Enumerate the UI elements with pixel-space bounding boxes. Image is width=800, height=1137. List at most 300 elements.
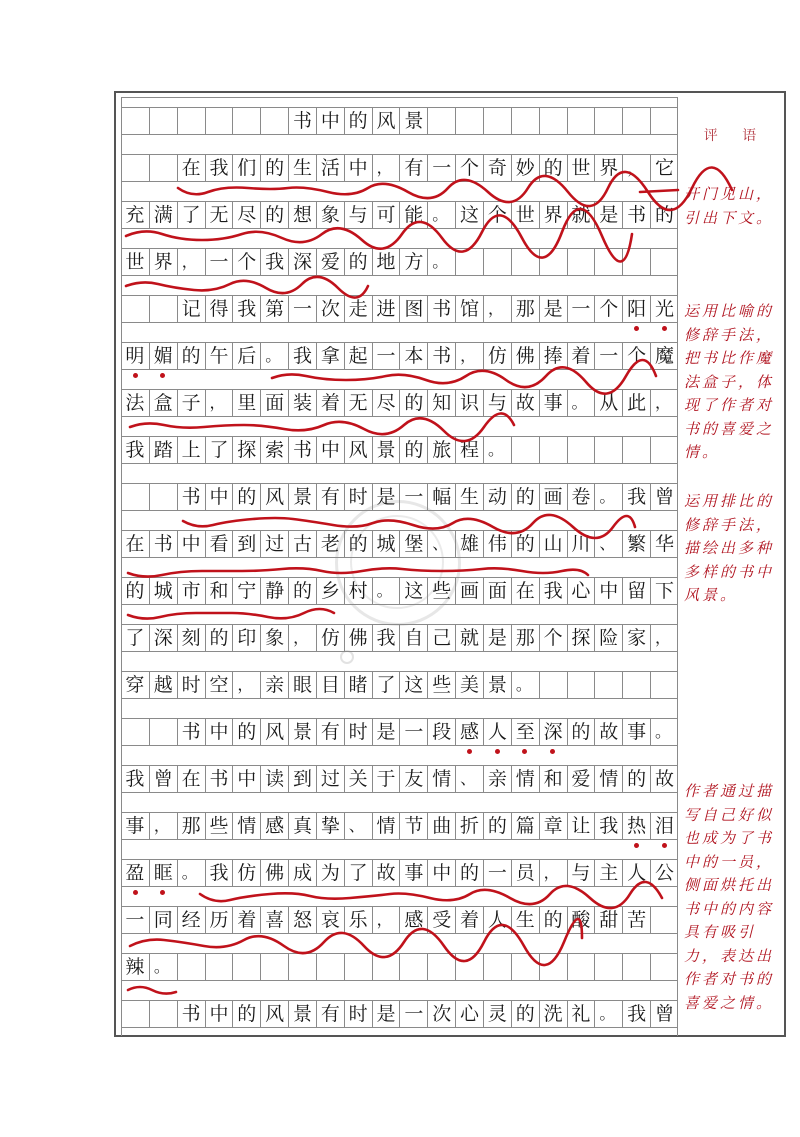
grid-cell: 员 (511, 860, 539, 886)
grid-cell: 受 (427, 907, 455, 933)
grid-cell: 中 (177, 531, 205, 557)
text-row (121, 295, 678, 323)
grid-cell: 一 (399, 1001, 427, 1027)
grid-cell: 界 (149, 249, 177, 275)
grid-cell: 人 (622, 860, 650, 886)
grid-cell: 老 (316, 531, 344, 557)
grid-cell: 是 (483, 625, 511, 651)
grid-cell (650, 672, 678, 698)
grid-cell: 过 (260, 531, 288, 557)
grid-cell: 情 (511, 766, 539, 792)
text-row (121, 624, 678, 652)
text-row (121, 671, 678, 699)
grid-cell (567, 672, 595, 698)
grid-cell: 尽 (232, 202, 260, 228)
grid-cell (539, 672, 567, 698)
grid-cell: 象 (260, 625, 288, 651)
grid-cell: 知 (427, 390, 455, 416)
grid-cell (539, 437, 567, 463)
grid-cell: 。 (594, 484, 622, 510)
grid-cell: 我 (372, 625, 400, 651)
grid-cell (149, 484, 177, 510)
grid-cell: 一 (125, 908, 145, 931)
grid-cell: 从 (594, 390, 622, 416)
grid-cell: 、 (455, 766, 483, 792)
grid-cell: 人 (483, 907, 511, 933)
grid-cell: 的 (650, 202, 678, 228)
grid-cell: 的 (232, 719, 260, 745)
grid-cell: 里 (232, 390, 260, 416)
grid-cell: 活 (316, 155, 344, 181)
text-row (121, 1000, 678, 1028)
grid-cell: 想 (288, 202, 316, 228)
grid-cell: 乐 (344, 907, 372, 933)
grid-cell: 世 (511, 202, 539, 228)
grid-cell: 我 (622, 1001, 650, 1027)
grid-cell: ， (232, 672, 260, 698)
grid-cell: 动 (483, 484, 511, 510)
text-row (121, 765, 678, 793)
grid-cell: 的 (205, 625, 233, 651)
grid-cell: 与 (344, 202, 372, 228)
grid-cell: ， (483, 296, 511, 322)
grid-cell: 的 (232, 1001, 260, 1027)
grid-cell: 真 (288, 813, 316, 839)
margin-comment: 运用排比的修辞手法，描绘出多种多样的书中风景。 (684, 492, 775, 604)
grid-cell: 我 (622, 484, 650, 510)
grid-cell: 。 (567, 390, 595, 416)
grid-cell: 景 (288, 1001, 316, 1027)
grid-cell: 中 (316, 437, 344, 463)
grid-cell: 景 (288, 719, 316, 745)
grid-cell: 那 (511, 625, 539, 651)
grid-cell: 的 (399, 437, 427, 463)
grid-cell (594, 108, 622, 134)
grid-cell: 的 (260, 202, 288, 228)
grid-cell: 礼 (567, 1001, 595, 1027)
grid-cell (511, 108, 539, 134)
grid-cell: 主 (594, 860, 622, 886)
grid-cell: ， (650, 625, 678, 651)
grid-cell: 。 (177, 860, 205, 886)
grid-cell: 篇 (511, 813, 539, 839)
grid-cell: 子 (177, 390, 205, 416)
grid-cell: 着 (455, 907, 483, 933)
grid-cell: 的 (567, 719, 595, 745)
grid-cell: 爱 (316, 249, 344, 275)
grid-cell: 我 (232, 296, 260, 322)
grid-cell: 热 (622, 813, 650, 839)
grid-cell: 我 (260, 249, 288, 275)
grid-cell: 印 (232, 625, 260, 651)
grid-cell (316, 954, 344, 980)
grid-cell: 充 (125, 203, 145, 226)
grid-cell: 上 (177, 437, 205, 463)
grid-cell: 明 (125, 344, 145, 367)
grid-cell (511, 249, 539, 275)
grid-cell: 次 (316, 296, 344, 322)
grid-cell (260, 954, 288, 980)
grid-cell: 个 (539, 625, 567, 651)
grid-cell: 目 (316, 672, 344, 698)
margin-comment: 作者通过描写自己好似也成为了书中的一员，侧面烘托出书中的内容具有吸引力，表达出作者对书的喜爱之情。 (684, 782, 775, 1012)
grid-cell (205, 954, 233, 980)
grid-cell: 个 (622, 343, 650, 369)
grid-cell: 卷 (567, 484, 595, 510)
grid-cell: 公 (650, 860, 678, 886)
grid-cell: 中 (427, 860, 455, 886)
grid-cell: 曾 (650, 1001, 678, 1027)
grid-cell: 心 (567, 578, 595, 604)
grid-cell: 川 (567, 531, 595, 557)
grid-cell: 书 (288, 108, 316, 134)
grid-cell: 一 (399, 484, 427, 510)
grid-cell: 。 (372, 578, 400, 604)
text-row (121, 906, 678, 934)
grid-cell: 的 (344, 531, 372, 557)
grid-cell: 着 (567, 343, 595, 369)
grid-cell: 中 (205, 719, 233, 745)
grid-cell: 书 (622, 202, 650, 228)
grid-cell: 市 (177, 578, 205, 604)
grid-cell: 。 (427, 249, 455, 275)
grid-cell: 心 (455, 1001, 483, 1027)
grid-cell: 一 (399, 719, 427, 745)
grid-cell: 就 (567, 202, 595, 228)
grid-cell: 曾 (650, 484, 678, 510)
grid-cell: 、 (427, 531, 455, 557)
grid-cell: 经 (177, 907, 205, 933)
grid-cell: 这 (399, 672, 427, 698)
text-row (121, 436, 678, 464)
grid-cell: 盒 (149, 390, 177, 416)
grid-cell: 装 (288, 390, 316, 416)
grid-cell: 友 (399, 766, 427, 792)
grid-cell (288, 954, 316, 980)
grid-cell: 。 (511, 672, 539, 698)
grid-cell: 时 (344, 719, 372, 745)
grid-cell: 段 (427, 719, 455, 745)
grid-cell: 情 (594, 766, 622, 792)
grid-cell: 辣 (125, 955, 145, 978)
grid-cell (121, 108, 149, 134)
grid-cell: 情 (232, 813, 260, 839)
grid-cell: 进 (372, 296, 400, 322)
grid-cell (121, 719, 149, 745)
grid-cell: 折 (455, 813, 483, 839)
grid-cell: 己 (427, 625, 455, 651)
grid-cell: 古 (288, 531, 316, 557)
grid-cell: 记 (177, 296, 205, 322)
grid-cell: 故 (372, 860, 400, 886)
text-row (121, 859, 678, 887)
grid-cell: 了 (344, 860, 372, 886)
text-row (121, 389, 678, 417)
grid-cell: 踏 (149, 437, 177, 463)
grid-cell: 的 (511, 1001, 539, 1027)
grid-cell: 城 (149, 578, 177, 604)
grid-cell: 一 (205, 249, 233, 275)
grid-cell: 于 (372, 766, 400, 792)
grid-cell: 媚 (149, 343, 177, 369)
emphasis-dot-icon (634, 843, 639, 848)
grid-cell: 仿 (232, 860, 260, 886)
grid-cell: 界 (539, 202, 567, 228)
grid-cell: 的 (511, 531, 539, 557)
grid-cell: ， (622, 155, 650, 181)
watermark-stamp-icon (335, 500, 461, 626)
text-row (121, 201, 678, 229)
grid-cell: 的 (483, 813, 511, 839)
grid-cell: 风 (260, 1001, 288, 1027)
grid-cell: ， (650, 390, 678, 416)
grid-cell: 得 (205, 296, 233, 322)
grid-cell: 画 (539, 484, 567, 510)
grid-cell (483, 954, 511, 980)
grid-cell: 们 (232, 155, 260, 181)
grid-cell (539, 108, 567, 134)
emphasis-dot-icon (662, 326, 667, 331)
grid-cell: 中 (594, 578, 622, 604)
grid-cell: 与 (567, 860, 595, 886)
grid-cell: 书 (177, 719, 205, 745)
margin-comment: 开门见山，引出下文。 (684, 185, 775, 227)
grid-cell: 的 (125, 579, 145, 602)
grid-cell (567, 249, 595, 275)
grid-cell (622, 108, 650, 134)
grid-cell (622, 672, 650, 698)
grid-cell: 书 (205, 766, 233, 792)
text-row (121, 953, 678, 981)
grid-cell (650, 437, 678, 463)
grid-cell (372, 954, 400, 980)
grid-cell: 世 (125, 250, 145, 273)
grid-cell: 爱 (567, 766, 595, 792)
grid-cell: 馆 (455, 296, 483, 322)
grid-cell: ， (149, 813, 177, 839)
grid-cell: 是 (539, 296, 567, 322)
grid-cell: 曾 (149, 766, 177, 792)
grid-cell: 在 (511, 578, 539, 604)
grid-cell: 有 (316, 484, 344, 510)
grid-cell: ， (372, 155, 400, 181)
grid-cell: 节 (399, 813, 427, 839)
grid-cell: 深 (539, 719, 567, 745)
grid-cell: 酸 (567, 907, 595, 933)
grid-cell: 了 (125, 626, 145, 649)
text-row (121, 718, 678, 746)
grid-cell: 同 (149, 907, 177, 933)
grid-cell: 历 (205, 907, 233, 933)
grid-cell: 佛 (260, 860, 288, 886)
grid-cell (567, 954, 595, 980)
grid-cell: 妙 (511, 155, 539, 181)
grid-cell: 一 (594, 343, 622, 369)
grid-cell: 的 (177, 343, 205, 369)
grid-cell: 、 (344, 813, 372, 839)
grid-cell: 仿 (483, 343, 511, 369)
grid-cell: 一 (427, 155, 455, 181)
text-row (121, 154, 678, 182)
grid-cell: 空 (205, 672, 233, 698)
grid-cell: 时 (344, 1001, 372, 1027)
grid-cell: 风 (344, 437, 372, 463)
grid-cell: 的 (232, 484, 260, 510)
emphasis-dot-icon (467, 749, 472, 754)
grid-cell: 到 (232, 531, 260, 557)
grid-cell: 我 (288, 343, 316, 369)
grid-cell (650, 907, 678, 933)
grid-cell: 中 (205, 484, 233, 510)
grid-cell: 这 (399, 578, 427, 604)
grid-cell: 哀 (316, 907, 344, 933)
grid-cell: 可 (372, 202, 400, 228)
grid-cell: 一 (567, 296, 595, 322)
grid-cell: 地 (372, 249, 400, 275)
grid-cell: 奇 (483, 155, 511, 181)
grid-cell: 的 (260, 155, 288, 181)
grid-cell: 是 (594, 202, 622, 228)
grid-cell: 佛 (511, 343, 539, 369)
grid-cell: 感 (260, 813, 288, 839)
grid-cell: 我 (205, 860, 233, 886)
grid-cell: 一 (483, 860, 511, 886)
grid-cell: 的 (539, 155, 567, 181)
grid-cell: 个 (483, 202, 511, 228)
grid-cell: 些 (427, 578, 455, 604)
grid-cell: ， (455, 343, 483, 369)
grid-cell: 个 (232, 249, 260, 275)
grid-cell: 画 (455, 578, 483, 604)
grid-cell (427, 108, 455, 134)
grid-cell: 我 (594, 813, 622, 839)
grid-cell: 的 (344, 249, 372, 275)
grid-cell: 中 (316, 108, 344, 134)
grid-cell: ， (205, 390, 233, 416)
grid-cell: 些 (205, 813, 233, 839)
grid-cell: 满 (149, 202, 177, 228)
grid-cell: 时 (344, 484, 372, 510)
grid-cell (567, 437, 595, 463)
grid-cell (650, 954, 678, 980)
grid-cell: 了 (205, 437, 233, 463)
grid-cell: 阳 (622, 296, 650, 322)
grid-cell: 为 (316, 860, 344, 886)
grid-cell: 家 (622, 625, 650, 651)
grid-cell: 成 (288, 860, 316, 886)
grid-cell: 探 (232, 437, 260, 463)
grid-cell: 午 (205, 343, 233, 369)
grid-cell: 。 (650, 719, 678, 745)
grid-cell: 有 (316, 719, 344, 745)
grid-cell: 章 (539, 813, 567, 839)
grid-cell: 尽 (372, 390, 400, 416)
grid-cell: 城 (372, 531, 400, 557)
grid-cell: ， (372, 907, 400, 933)
grid-cell (399, 954, 427, 980)
grid-cell: 个 (594, 296, 622, 322)
grid-cell: 是 (372, 719, 400, 745)
grid-cell: 怒 (288, 907, 316, 933)
grid-cell: 的 (344, 108, 372, 134)
grid-cell: 、 (594, 531, 622, 557)
grid-cell: 风 (260, 719, 288, 745)
grid-cell: ， (177, 249, 205, 275)
grid-cell (511, 437, 539, 463)
comment-heading: 评 语 (703, 128, 767, 144)
grid-cell (594, 437, 622, 463)
grid-cell (121, 484, 149, 510)
grid-cell: 书 (288, 437, 316, 463)
grid-cell: 景 (288, 484, 316, 510)
grid-cell: 风 (260, 484, 288, 510)
grid-cell: 就 (455, 625, 483, 651)
grid-cell: 中 (205, 1001, 233, 1027)
grid-cell: 魔 (650, 343, 678, 369)
grid-cell: 灵 (483, 1001, 511, 1027)
grid-cell: 。 (594, 1001, 622, 1027)
grid-cell (511, 954, 539, 980)
grid-cell: 宁 (232, 578, 260, 604)
grid-cell (177, 108, 205, 134)
text-row (121, 577, 678, 605)
grid-cell: 次 (427, 1001, 455, 1027)
grid-cell (622, 249, 650, 275)
grid-cell: 险 (594, 625, 622, 651)
grid-cell: 些 (427, 672, 455, 698)
grid-cell (455, 249, 483, 275)
grid-cell: 事 (399, 860, 427, 886)
grid-cell: 越 (149, 672, 177, 698)
grid-cell: 睹 (344, 672, 372, 698)
grid-cell: 有 (399, 155, 427, 181)
grid-cell: 亲 (260, 672, 288, 698)
grid-cell: 故 (650, 766, 678, 792)
emphasis-dot-icon (495, 749, 500, 754)
grid-cell (650, 108, 678, 134)
grid-cell (622, 954, 650, 980)
grid-cell: 到 (288, 766, 316, 792)
grid-cell: 的 (399, 390, 427, 416)
watermark-dot-icon (340, 650, 354, 664)
grid-cell (149, 108, 177, 134)
grid-cell: 后 (232, 343, 260, 369)
grid-cell: 生 (455, 484, 483, 510)
grid-cell: 看 (205, 531, 233, 557)
grid-cell: 留 (622, 578, 650, 604)
grid-cell: 在 (125, 532, 145, 555)
grid-cell: 的 (511, 484, 539, 510)
grid-cell: 索 (260, 437, 288, 463)
grid-cell: 甜 (594, 907, 622, 933)
grid-cell: 仿 (316, 625, 344, 651)
grid-cell: 世 (567, 155, 595, 181)
grid-cell (149, 296, 177, 322)
grid-cell (149, 719, 177, 745)
grid-cell: 事 (622, 719, 650, 745)
grid-cell (594, 954, 622, 980)
grid-cell: 的 (622, 766, 650, 792)
grid-cell: 佛 (344, 625, 372, 651)
grid-cell: 生 (511, 907, 539, 933)
grid-cell: 盈 (125, 861, 145, 884)
grid-cell: 静 (260, 578, 288, 604)
grid-cell: 图 (399, 296, 427, 322)
grid-cell: 书 (177, 1001, 205, 1027)
grid-cell: 挚 (316, 813, 344, 839)
grid-cell (149, 1001, 177, 1027)
grid-cell: 景 (372, 437, 400, 463)
